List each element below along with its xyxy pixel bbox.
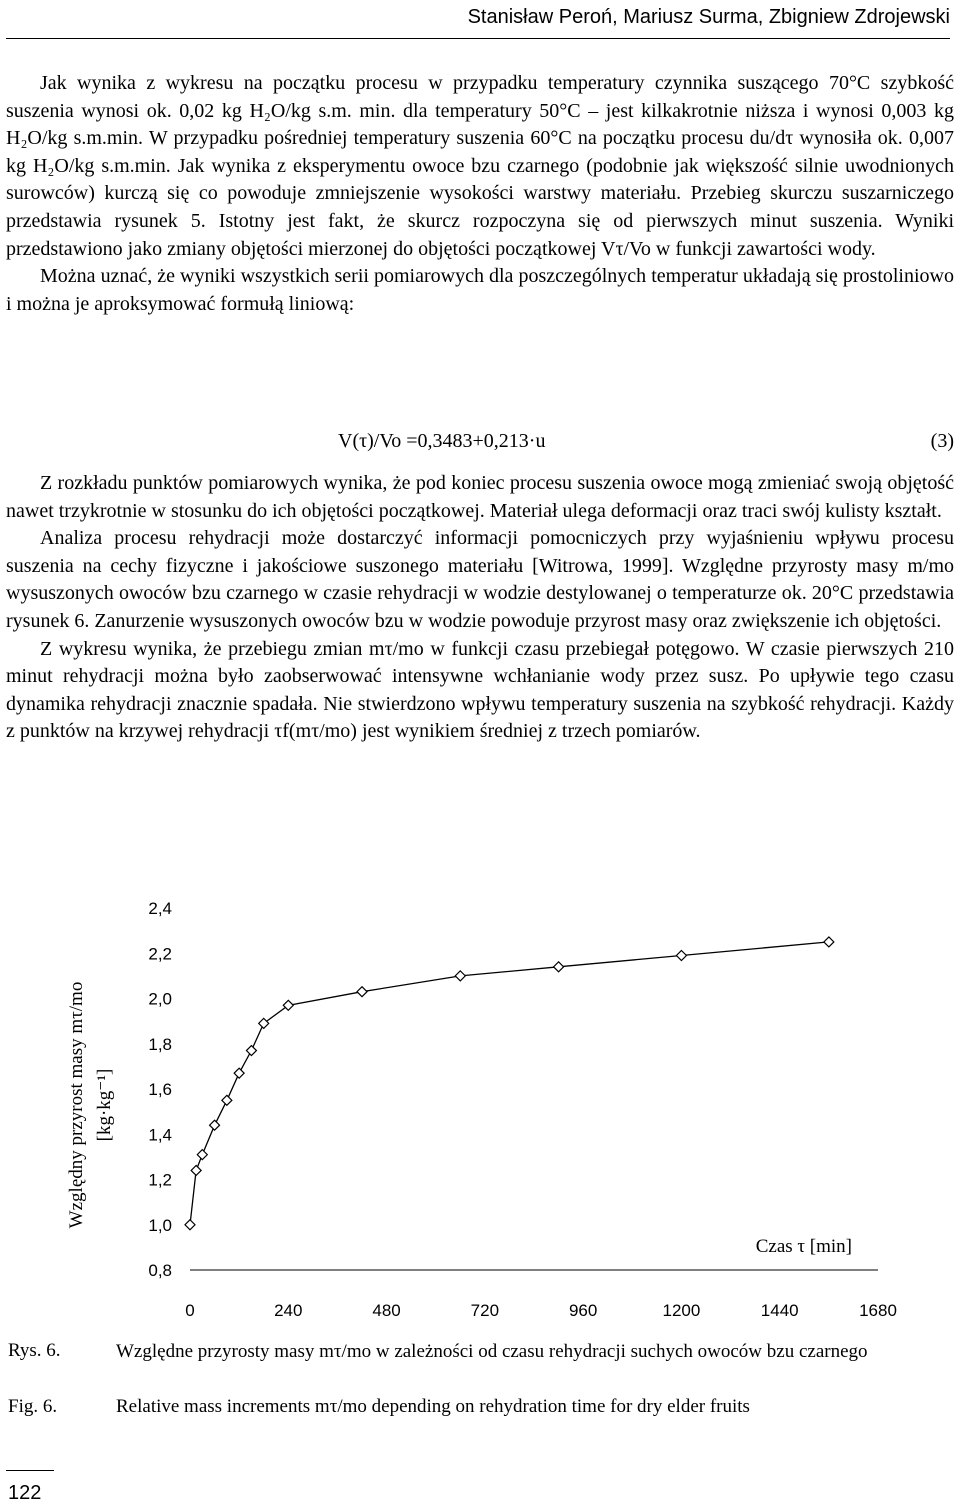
y-tick-label: 1,8 [148,1034,172,1054]
data-point-marker [197,1150,207,1160]
data-point-marker [824,937,834,947]
x-tick-label: 1440 [760,1301,799,1320]
y-tick-label: 1,0 [148,1215,172,1235]
running-header: Stanisław Peroń, Mariusz Surma, Zbigniew Zdrojewski [467,6,950,28]
x-tick-label: 960 [568,1301,598,1320]
y-tick-label: 1,4 [148,1125,172,1145]
equation-number: (3) [930,430,954,452]
page-number-rule [6,1470,54,1471]
header-rule [6,38,950,39]
caption-rys-text: Względne przyrosty masy mτ/mo w zależności od czasu rehydracji suchych owoców bzu czarnego [116,1341,868,1362]
y-axis-label: Względny przyrost masy mτ/mo [66,981,87,1229]
rehydration-chart [0,880,960,1340]
body-block-1 [6,70,954,318]
data-point-marker [676,951,686,961]
data-point-marker [185,1220,195,1230]
equation-body: V(τ)/Vo =0,3483+0,213·u [338,430,546,452]
y-tick-label: 1,2 [148,1170,172,1190]
x-tick-label: 0 [185,1301,195,1320]
data-point-marker [222,1095,232,1105]
y-tick-label: 0,8 [148,1261,172,1280]
data-point-marker [234,1068,244,1078]
y-tick-label: 2,2 [148,944,172,964]
data-point-marker [455,971,465,981]
caption-rys-label: Rys. 6. [8,1340,61,1361]
paragraph-4: Analiza procesu rehydracji może dostarczyć informacji pomocniczych przy wyjaśnieniu wpływu procesu suszenia na cechy fizyczne i jakościowe suszonego materiału [Witrowa, 1999]. Względne przyrosty masy m/mo wysuszonych owoców bzu czarnego w czasie rehydracji w wodzie destylowanej o temperaturze ok. 20°C przedstawia rysunek 6. Zanurzenie wysuszonych owoców bzu w wodzie powoduje przyrost masy oraz zwiększenie ich objętości. [6,527,954,632]
paragraph-5: Z wykresu wynika, że przebiegu zmian mτ/mo w funkcji czasu przebiegał potęgowo. W czasie pierwszych 210 minut rehydracji można było zaobserwować intensywne wchłanianie wody przez susz. Po upływie tego czasu dynamika rehydracji znacznie spadała. Nie stwierdzono wpływu temperatury suszenia na szybkość rehydracji. Każdy z punktów na krzywej rehydracji τf(mτ/mo) jest wynikiem średniej z trzech pomiarów. [6,637,954,743]
data-point-marker [554,962,564,972]
data-point-marker [283,1000,293,1010]
x-axis-label: Czas τ [min] [755,1236,852,1257]
rehydration-curve [190,942,829,1225]
y-tick-label: 2,4 [148,899,172,918]
data-point-marker [191,1165,201,1175]
x-tick-label: 1200 [662,1301,701,1320]
data-point-marker [210,1120,220,1130]
x-tick-label: 240 [274,1301,303,1320]
data-point-marker [259,1018,269,1028]
caption-fig-text: Relative mass increments mτ/mo depending on rehydration time for dry elder fruits [116,1396,750,1417]
x-tick-label: 1680 [859,1301,897,1320]
page-number: 122 [8,1482,42,1504]
y-tick-label: 2,0 [148,989,172,1009]
paragraph-3: Z rozkładu punktów pomiarowych wynika, że pod koniec procesu suszenia owoce mogą zmieniać swoją objętość nawet trzykrotnie w stosunku do ich objętości początkowej. Materiał ulega deformacji oraz traci swój kulisty kształt. [6,472,954,522]
data-point-marker [357,987,367,997]
y-axis-unit: [kg·kg⁻¹] [94,1068,115,1142]
paragraph-2: Można uznać, że wyniki wszystkich serii pomiarowych dla poszczególnych temperatur układają się prostoliniowo i można je aproksymować formułą liniową: [6,265,954,315]
paragraph-1: Jak wynika z wykresu na początku procesu w przypadku temperatury czynnika suszącego 70°C szybkość suszenia wynosi ok. 0,02 kg H₂O/kg s.m. min. dla temperatury 50°C – jest kilkakrotnie niższa i wynosi 0,003 kg H₂O/kg s.m.min. W przypadku pośredniej temperatury suszenia 60°C na początku procesu du/dτ wynosiła ok. 0,007 kg H₂O/kg s.m.min. Jak wynika z eksperymentu owoce bzu czarnego (podobnie jak większość silnie uwodnionych surowców) kurczą się co powoduje zmniejszenie wysokości warstwy materiału. Przebieg skurczu suszarniczego przedstawia rysunek 5. Istotny jest fakt, że skurcz rozpoczyna się od pierwszych minut suszenia. Wyniki przedstawiono jako zmiany objętości mierzonej do objętości początkowej Vτ/Vo w funkcji zawartości wody. [6,72,954,260]
caption-fig-label: Fig. 6. [8,1396,58,1417]
body-block-2 [6,470,954,746]
y-tick-label: 1,6 [148,1080,172,1099]
x-tick-label: 720 [470,1301,500,1320]
x-tick-label: 480 [372,1301,401,1320]
data-point-marker [246,1046,256,1056]
